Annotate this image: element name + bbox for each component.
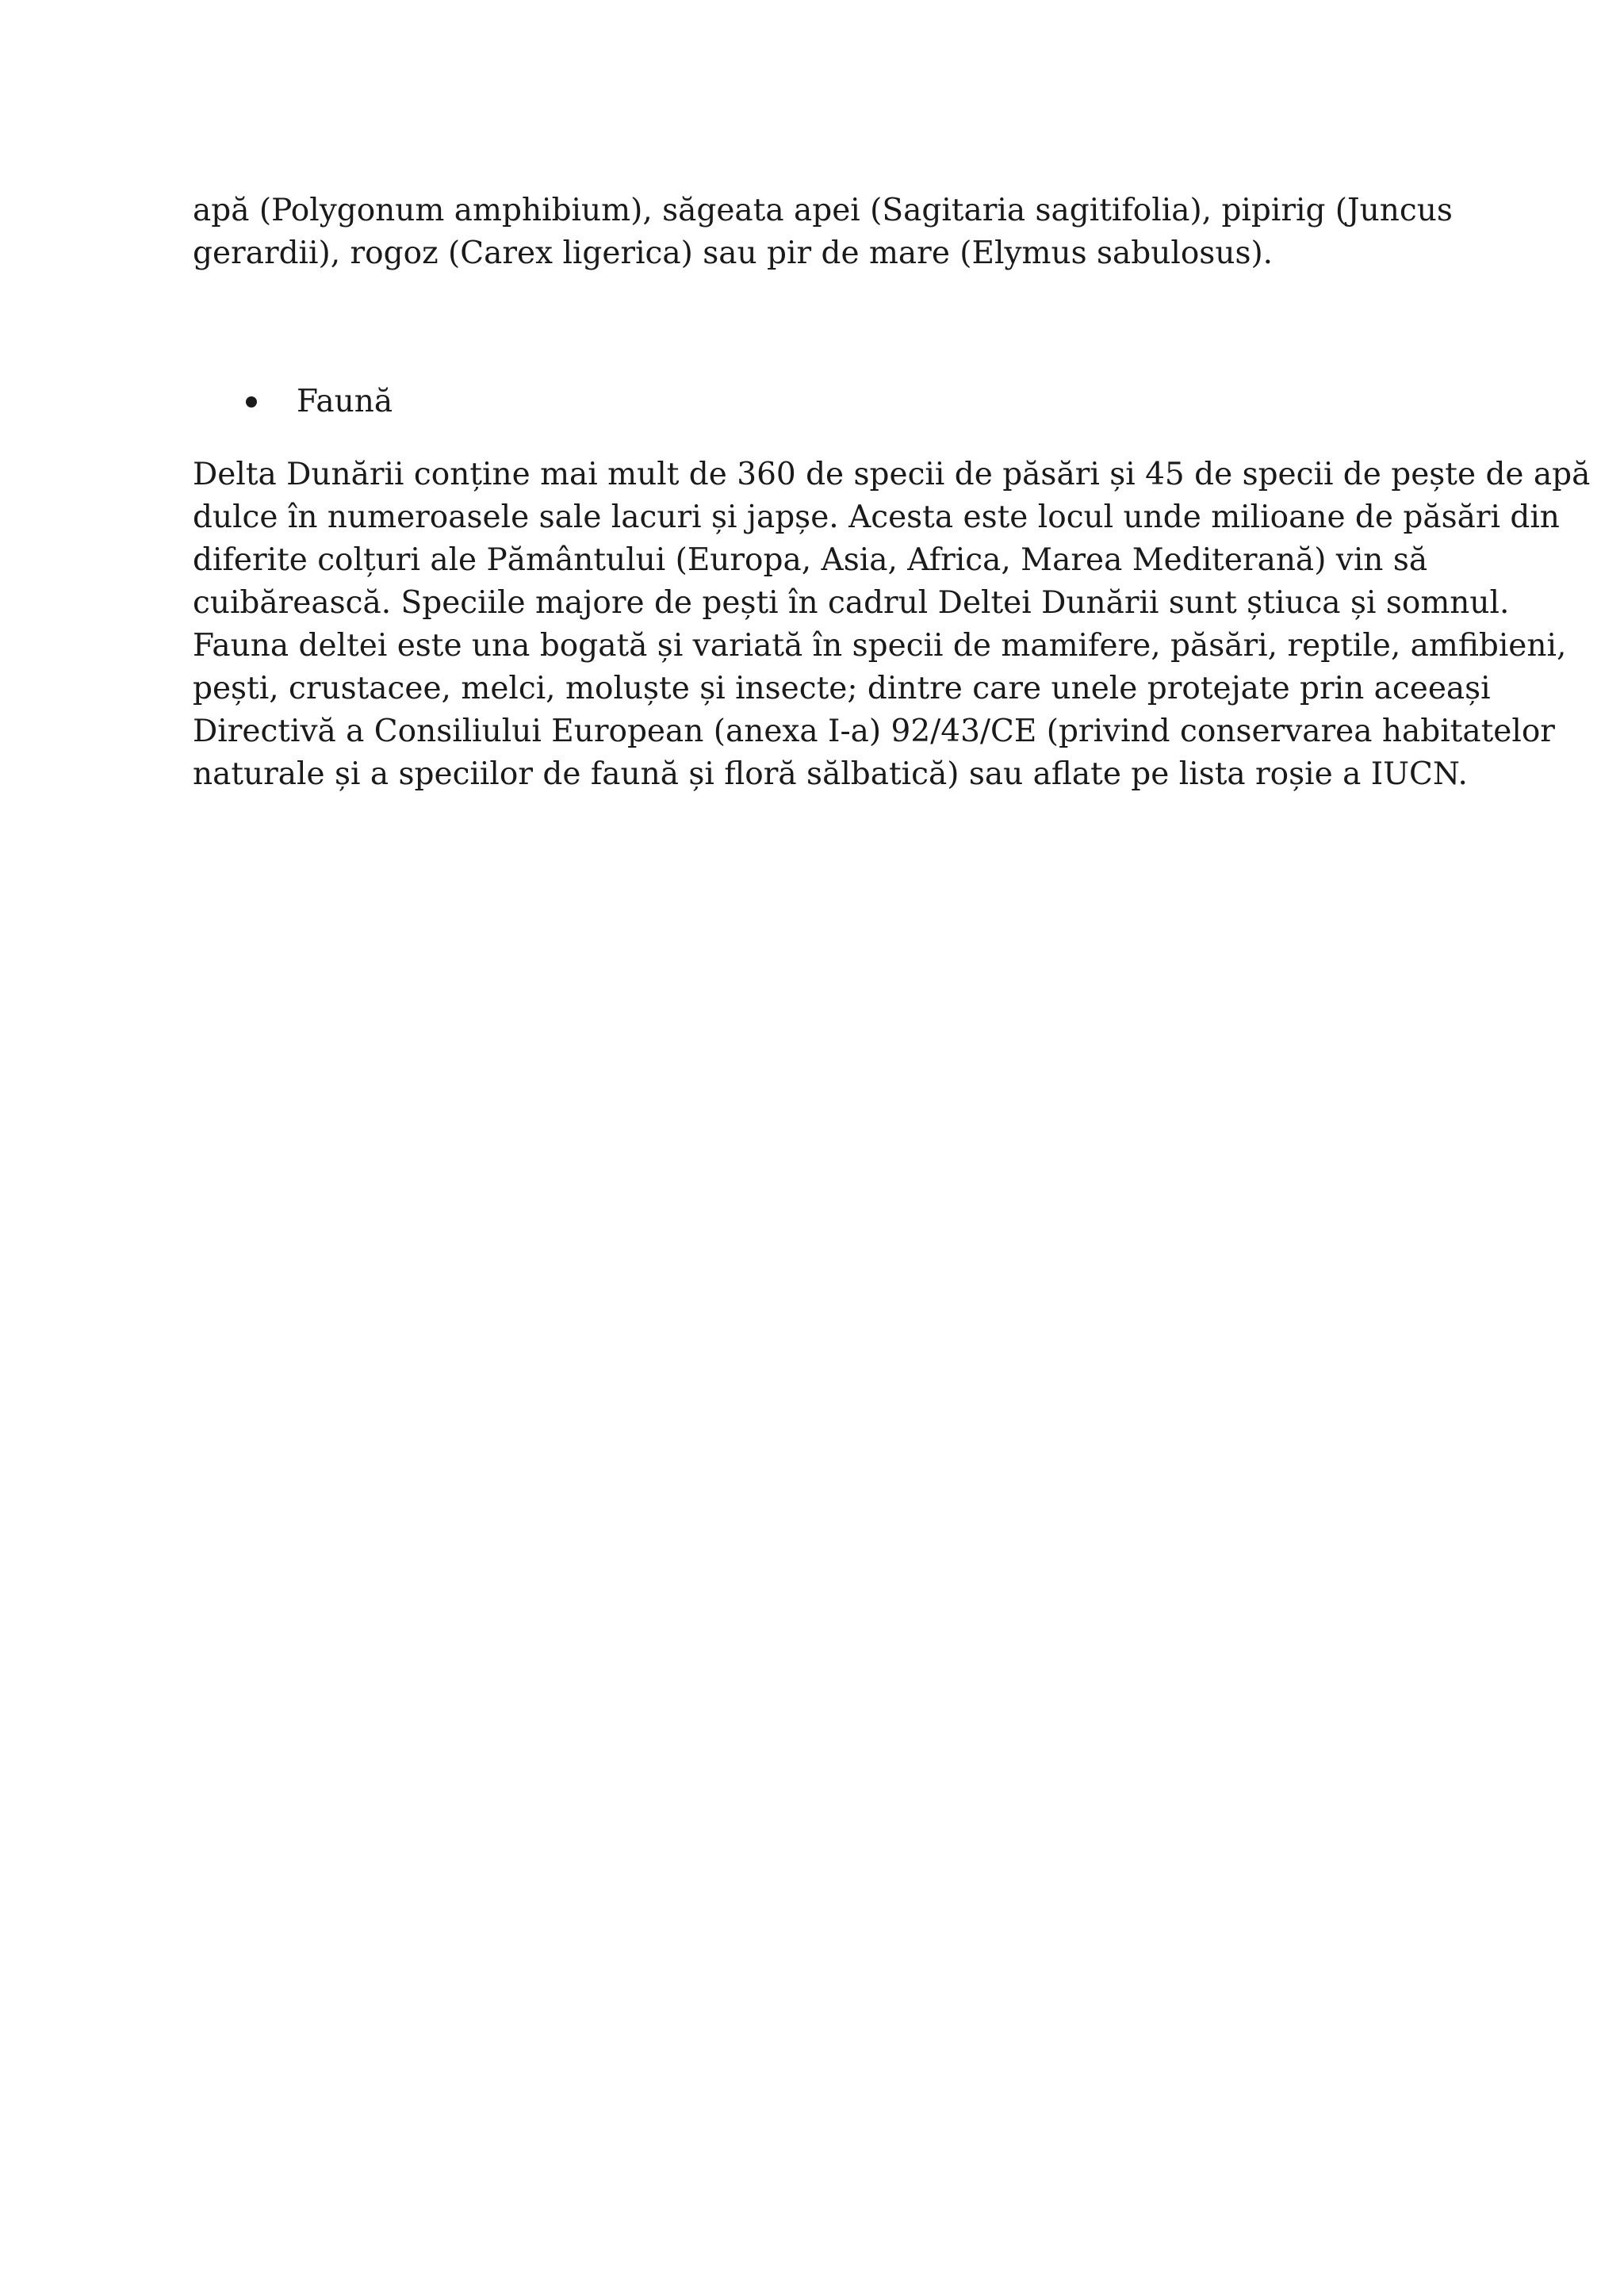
paragraph-line: Directivă a Consiliului European (anexa I-a) 92/43/CE (privind conservarea habitatelor: [193, 714, 1555, 749]
paragraph-line: diferite colțuri ale Pământului (Europa, Asia, Africa, Marea Mediterană) vin să: [193, 542, 1428, 578]
paragraph-line: gerardii), rogoz (Carex ligerica) sau pir de mare (Elymus sabulosus).: [193, 235, 1274, 271]
intro-paragraph: [193, 189, 1453, 275]
bullet-icon: [246, 396, 257, 408]
paragraph-line: pești, crustacee, melci, moluște și insecte; dintre care unele protejate prin aceeași: [193, 671, 1491, 706]
paragraph-line: Fauna deltei este una bogată și variată în specii de mamifere, păsări, reptile, amfibieni,: [193, 628, 1567, 664]
paragraph-line: dulce în numeroasele sale lacuri și japșe. Acesta este locul unde milioane de păsări din: [193, 499, 1560, 535]
paragraph-line: naturale și a speciilor de faună și floră sălbatică) sau aflate pe lista roșie a IUCN.: [193, 756, 1468, 792]
section-bullet-item: [246, 381, 393, 423]
fauna-paragraph: [193, 453, 1591, 796]
section-heading-fauna: Faună: [297, 384, 393, 419]
paragraph-line: cuibărească. Speciile majore de pești în cadrul Deltei Dunării sunt știuca și somnul.: [193, 585, 1510, 621]
paragraph-line: Delta Dunării conține mai mult de 360 de specii de păsări și 45 de specii de pește de apă: [193, 457, 1591, 492]
paragraph-line: apă (Polygonum amphibium), săgeata apei (Sagitaria sagitifolia), pipirig (Juncus: [193, 193, 1453, 228]
